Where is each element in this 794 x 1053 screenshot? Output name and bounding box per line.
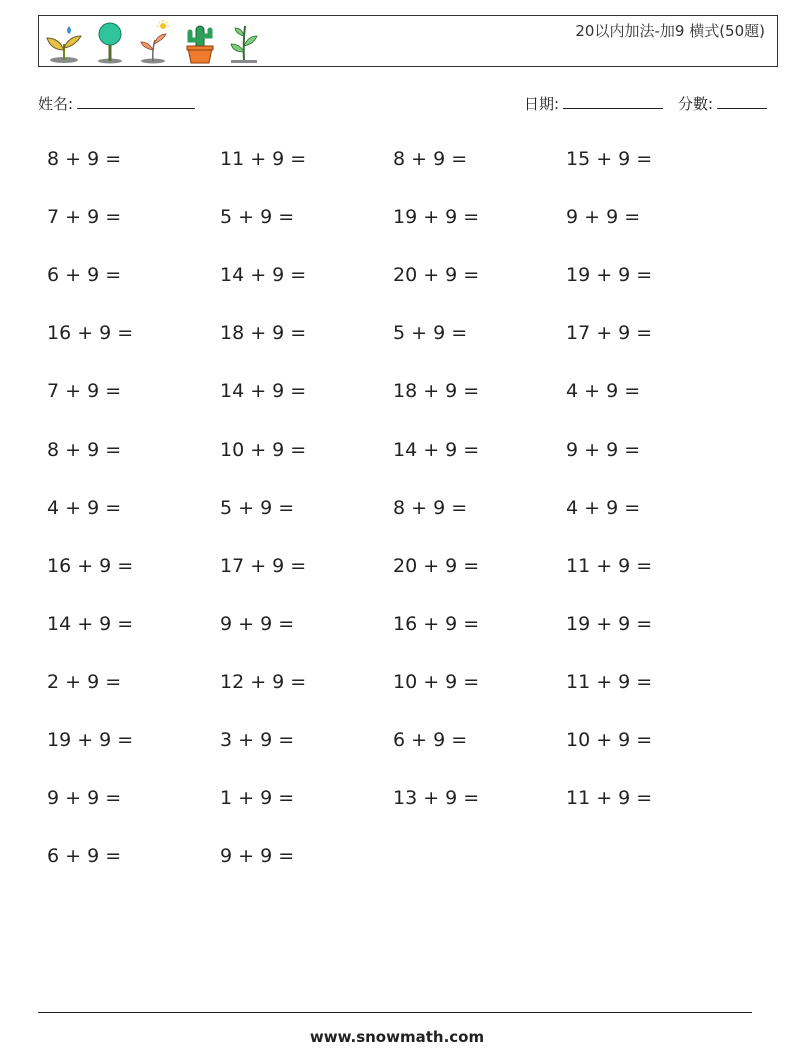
tree-icon [89, 20, 131, 64]
problem-item: 11 + 9 = [566, 554, 653, 577]
name-blank[interactable] [77, 94, 195, 109]
worksheet-title: 20以内加法-加9 横式(50題) [575, 22, 765, 40]
problem-item: 8 + 9 = [393, 148, 468, 170]
problem-item: 16 + 9 = [47, 322, 134, 345]
problem-item: 10 + 9 = [220, 438, 307, 461]
cactus-icon [179, 20, 221, 64]
problem-item: 10 + 9 = [566, 729, 653, 751]
problem-item: 15 + 9 = [566, 148, 653, 170]
footer-divider [38, 1012, 752, 1013]
seedling-icon [223, 20, 265, 64]
problem-item: 20 + 9 = [393, 554, 480, 577]
problem-item: 19 + 9 = [566, 264, 653, 287]
problem-item: 11 + 9 = [566, 670, 653, 693]
problem-item: 17 + 9 = [220, 554, 307, 577]
problem-item: 8 + 9 = [47, 438, 122, 461]
score-blank[interactable] [717, 94, 767, 109]
problem-item: 14 + 9 = [393, 438, 480, 461]
problem-item: 1 + 9 = [220, 787, 295, 810]
problem-item: 14 + 9 = [220, 380, 307, 403]
problem-item: 19 + 9 = [393, 206, 480, 229]
sprout-icon [43, 20, 85, 64]
problem-item: 14 + 9 = [220, 264, 307, 287]
problem-item: 8 + 9 = [47, 148, 122, 170]
problem-item: 7 + 9 = [47, 380, 122, 403]
name-label: 姓名: [38, 95, 74, 113]
problem-item: 3 + 9 = [220, 729, 295, 751]
problem-item: 6 + 9 = [47, 264, 122, 287]
problem-item: 12 + 9 = [220, 670, 307, 693]
problem-item: 8 + 9 = [393, 496, 468, 519]
problem-item: 4 + 9 = [566, 496, 641, 519]
flower-icon [133, 20, 175, 64]
name-field [38, 93, 195, 114]
problem-item: 9 + 9 = [220, 612, 295, 635]
worksheet-header [38, 15, 778, 67]
problem-item: 5 + 9 = [220, 496, 295, 519]
problem-item: 5 + 9 = [393, 322, 468, 345]
problem-item: 9 + 9 = [220, 845, 295, 868]
problem-item: 17 + 9 = [566, 322, 653, 345]
problem-item: 2 + 9 = [47, 670, 122, 693]
problem-item: 11 + 9 = [220, 148, 307, 170]
problem-item: 11 + 9 = [566, 787, 653, 810]
problem-item: 16 + 9 = [47, 554, 134, 577]
problem-item: 9 + 9 = [47, 787, 122, 810]
score-label: 分數: [678, 95, 714, 113]
date-label: 日期: [524, 95, 560, 113]
problem-item: 10 + 9 = [393, 670, 480, 693]
problem-item: 6 + 9 = [47, 845, 122, 868]
date-blank[interactable] [563, 94, 663, 109]
date-field [524, 93, 663, 114]
problem-item: 20 + 9 = [393, 264, 480, 287]
problem-item: 4 + 9 = [566, 380, 641, 403]
footer-site: www.snowmath.com [309, 1028, 485, 1046]
problem-item: 9 + 9 = [566, 438, 641, 461]
problem-item: 6 + 9 = [393, 729, 468, 751]
problem-item: 9 + 9 = [566, 206, 641, 229]
problem-item: 16 + 9 = [393, 612, 480, 635]
problem-item: 18 + 9 = [393, 380, 480, 403]
problem-item: 14 + 9 = [47, 612, 134, 635]
problem-item: 4 + 9 = [47, 496, 122, 519]
problem-item: 5 + 9 = [220, 206, 295, 229]
problem-item: 18 + 9 = [220, 322, 307, 345]
score-field [678, 93, 767, 114]
problem-item: 19 + 9 = [47, 729, 134, 751]
problem-item: 19 + 9 = [566, 612, 653, 635]
problem-item: 13 + 9 = [393, 787, 480, 810]
problem-item: 7 + 9 = [47, 206, 122, 229]
